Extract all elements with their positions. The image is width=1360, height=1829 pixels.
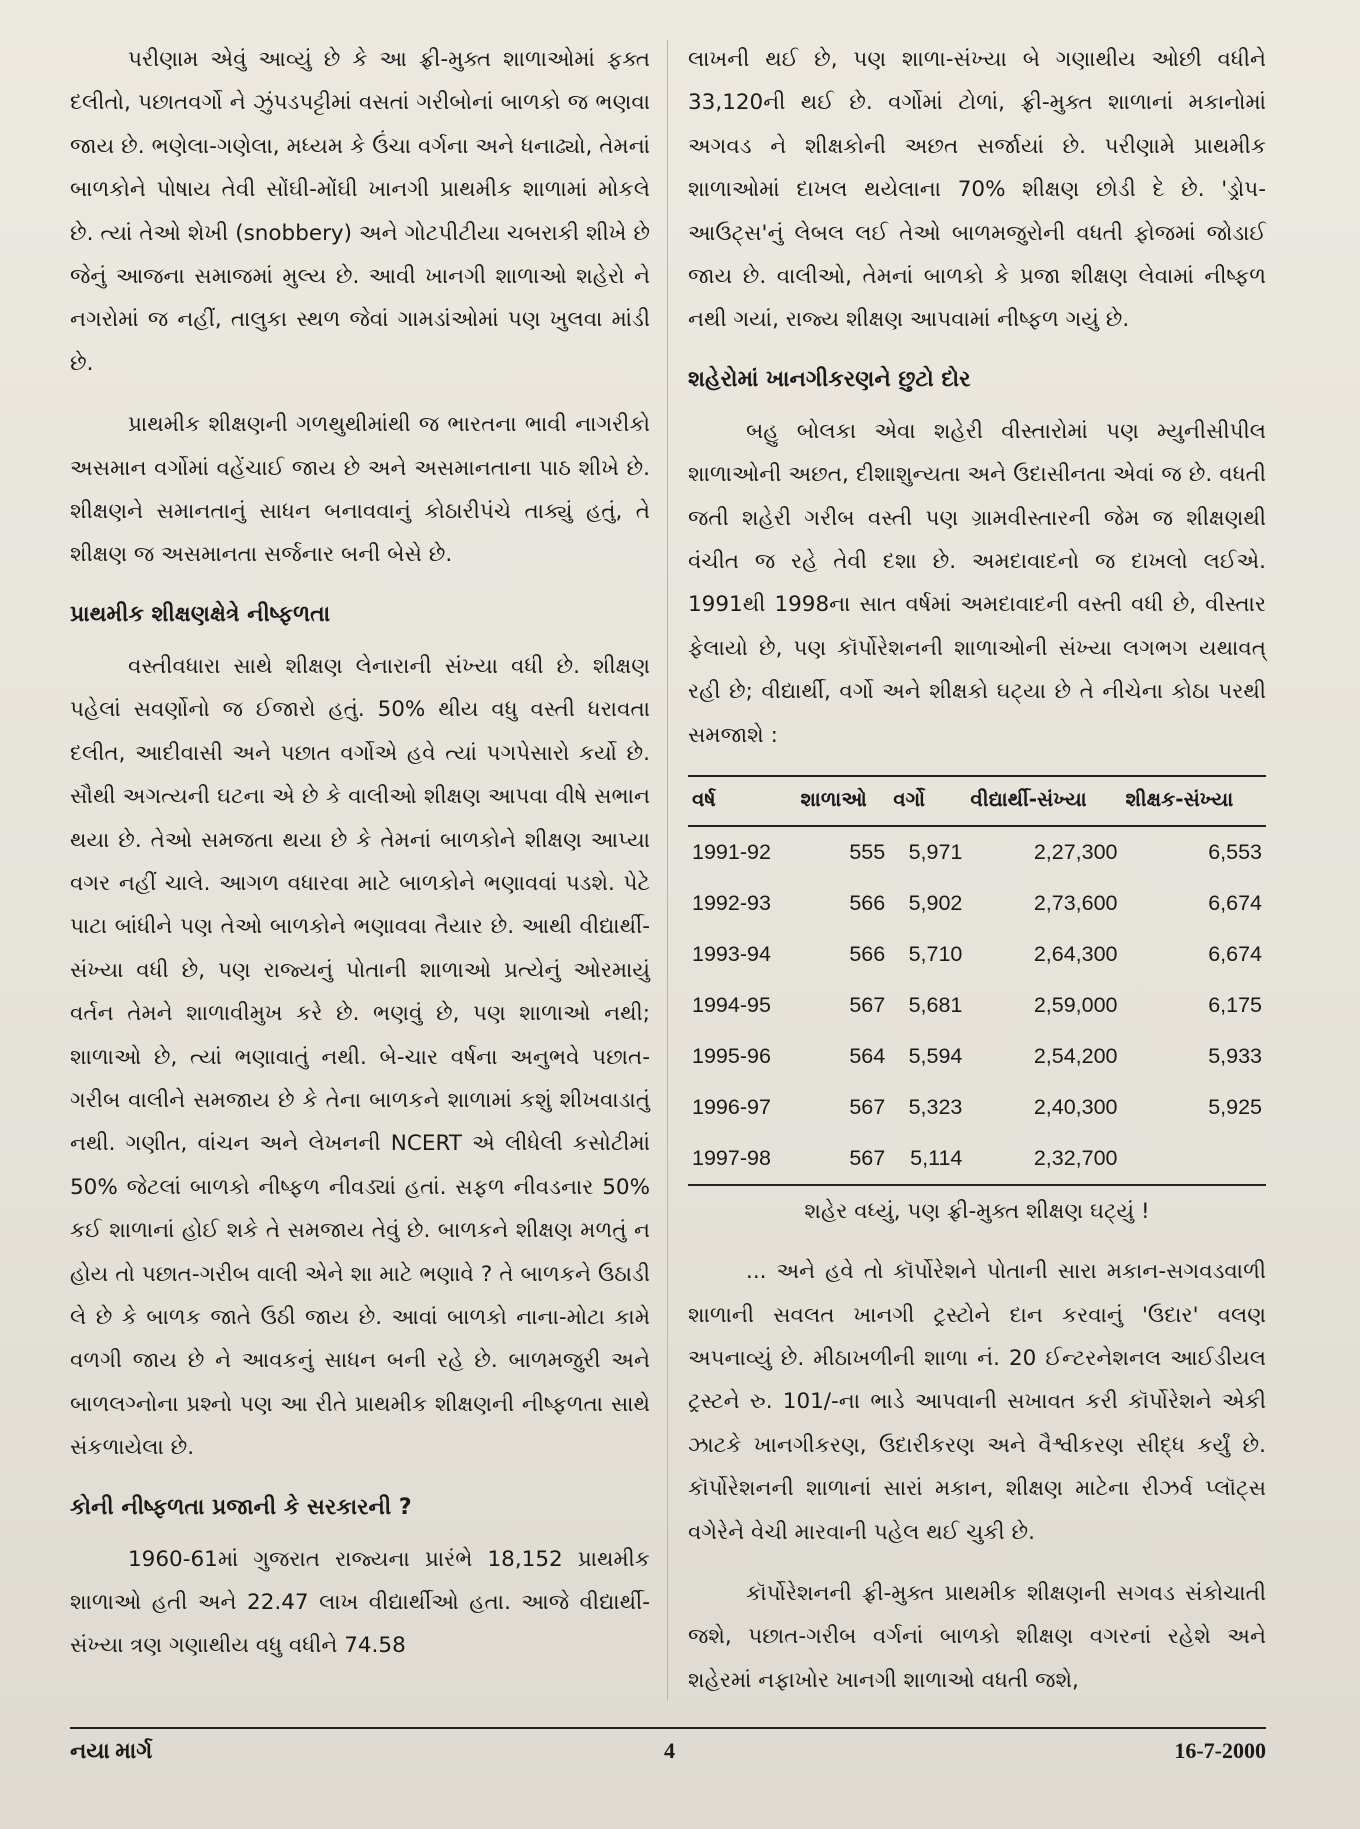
page-number: 4	[664, 1738, 675, 1763]
table-caption: શહેર વધ્યું, પણ ફ્રી-મુક્ત શીક્ષણ ઘટ્યું !	[804, 1199, 1150, 1225]
issue-date: 16-7-2000	[1174, 1738, 1266, 1763]
paragraph: કૉર્પોરેશનની ફ્રી-મુક્ત પ્રાથમીક શીક્ષણની સગવડ સંકોચાતી જશે, પછાત-ગરીબ વર્ગનાં બાળકો શીક્ષણ વગરનાં રહેશે અને શહેરમાં નફાખોર ખાનગી શાળાઓ વધતી જશે,	[688, 1580, 1266, 1693]
statistics-table	[688, 775, 1266, 1186]
cell-year: 1992-93	[692, 890, 771, 915]
paragraph: પરીણામ એવું આવ્યું છે કે આ ફ્રી-મુક્ત શાળાઓમાં ફક્ત દલીતો, પછાતવર્ગો ને ઝુંપડપટ્ટીમાં વસતાં ગરીબોનાં બાળકો જ ભણવા જાય છે. ભણેલા-ગણેલા, મધ્યમ કે ઉંચા વર્ગના અને ધનાઢ્યો, તેમનાં બાળકોને પોષાય તેવી સોંઘી-મોંઘી ખાનગી પ્રાથમીક શાળામાં મોકલે છે. ત્યાં તેઓ શેખી (snobbery) અને ગોટપીટીયા ચબરાકી શીખે છે જેનું આજના સમાજમાં મુલ્ય છે. આવી ખાનગી શાળાઓ શહેરો ને નગરોમાં જ નહીં, તાલુકા સ્થળ જેવાં ગામડાંઓમાં પણ ખુલવા માંડી છે.	[70, 47, 650, 376]
table-row	[688, 826, 1266, 878]
cell-teachers: 6,674	[1208, 941, 1262, 966]
right-column	[688, 38, 1266, 1720]
cell-schools: 566	[849, 890, 886, 915]
cell-teachers: 6,674	[1208, 890, 1262, 915]
cell-classes: 5,114	[889, 1133, 966, 1185]
section-heading: પ્રાથમીક શીક્ષણક્ષેત્રે નીષ્ફળતા	[70, 601, 331, 627]
cell-schools: 567	[797, 1133, 890, 1185]
cell-students: 2,59,000	[1033, 992, 1118, 1017]
paragraph: ... અને હવે તો કૉર્પોરેશને પોતાની સારા મકાન-સગવડવાળી શાળાની સવલત ખાનગી ટ્રસ્ટોને દાન કરવાનું 'ઉદાર' વલણ અપનાવ્યું છે. મીઠાખળીની શાળા નં. 20 ઈન્ટરનેશનલ આઈડીયલ ટ્રસ્ટને રુ. 101/-ના ભાડે આપવાની સખાવત કરી કૉર્પોરેશને એકી ઝાટકે ખાનગીકરણ, ઉદારીકરણ અને વૈશ્વીકરણ સીદ્ધ કર્યું છે. કૉર્પોરેશનની શાળાનાં સારાં મકાન, શીક્ષણ માટેના રીઝર્વ પ્લૉટ્સ વગેરેને વેચી મારવાની પહેલ થઈ ચુકી છે.	[688, 1259, 1266, 1545]
table-row	[688, 929, 1266, 980]
cell-year: 1996-97	[692, 1094, 771, 1119]
publication-name: નયા માર્ગ	[70, 1738, 153, 1763]
cell-teachers	[1122, 1133, 1266, 1185]
cell-classes: 5,681	[908, 992, 963, 1017]
paragraph: 1960-61માં ગુજરાત રાજ્યના પ્રારંભે 18,152 પ્રાથમીક શાળાઓ હતી અને 22.47 લાખ વીદ્યાર્થીઓ હતા. આજે વીદ્યાર્થી-સંખ્યા ત્રણ ગણાથીય વધુ વધીને 74.58	[70, 1546, 650, 1659]
cell-year: 1991-92	[692, 839, 771, 864]
table-row	[688, 878, 1266, 929]
column-header-schools: શાળાઓ	[797, 776, 890, 826]
cell-classes: 5,710	[908, 941, 963, 966]
cell-classes: 5,902	[908, 890, 963, 915]
cell-teachers: 6,553	[1208, 839, 1262, 864]
column-header-classes: વર્ગો	[889, 776, 966, 826]
paragraph: વસ્તીવધારા સાથે શીક્ષણ લેનારાની સંખ્યા વધી છે. શીક્ષણ પહેલાં સવર્ણોનો જ ઈજારો હતું. 50% થીય વધુ વસ્તી ધરાવતા દલીત, આદીવાસી અને પછાત વર્ગોએ હવે ત્યાં પગપેસારો કર્યો છે. સૌથી અગત્યની ઘટના એ છે કે વાલીઓ શીક્ષણ આપવા વીષે સભાન થયા છે. તેઓ સમજતા થયા છે કે તેમનાં બાળકોને શીક્ષણ આપ્યા વગર નહીં ચાલે. આગળ વધારવા માટે બાળકોને ભણાવવાં પડશે. પેટે પાટા બાંધીને પણ તેઓ બાળકોને ભણાવવા તૈયાર છે. આથી વીદ્યાર્થી-સંખ્યા વધી છે, પણ રાજ્યનું પોતાની શાળાઓ પ્રત્યેનું ઓરમાયું વર્તન તેમને શાળાવીમુખ કરે છે. ભણવું છે, પણ શાળાઓ નથી; શાળાઓ છે, ત્યાં ભણાવાતું નથી. બે-ચાર વર્ષના અનુભવે પછાત-ગરીબ વાલીને સમજાય છે કે તેના બાળકને શાળામાં કશું શીખવાડાતું નથી. ગણીત, વાંચન અને લેખનની NCERT એ લીધેલી કસોટીમાં 50% જેટલાં બાળકો નીષ્ફળ નીવડ્યાં હતાં. સફળ નીવડનાર 50% કઈ શાળાનાં હોઈ શકે તે સમજાય તેવું છે. બાળકને શીક્ષણ મળતું ન હોય તો પછાત-ગરીબ વાલી એને શા માટે ભણાવે ? તે બાળકને ઉઠાડી લે છે કે બાળક જાતે ઉઠી જાય છે. આવાં બાળકો નાના-મોટા કામે વળગી જાય છે ને આવકનું સાધન બની રહે છે. બાળમજુરી અને બાળલગ્નોના પ્રશ્નો પણ આ રીતે પ્રાથમીક શીક્ષણની નીષ્ફળતા સાથે સંકળાયેલા છે.	[70, 653, 650, 1461]
table-row	[688, 1031, 1266, 1082]
table-row	[688, 1082, 1266, 1133]
cell-students: 2,40,300	[1033, 1094, 1118, 1119]
cell-year: 1994-95	[692, 992, 771, 1017]
cell-classes: 5,971	[908, 839, 963, 864]
paragraph: બહુ બોલકા એવા શહેરી વીસ્તારોમાં પણ મ્યુનીસીપીલ શાળાઓની અછત, દીશાશુન્યતા અને ઉદાસીનતા એવાં જ છે. વધતી જતી શહેરી ગરીબ વસ્તી પણ ગ્રામવીસ્તારની જેમ જ શીક્ષણથી વંચીત જ રહે તેવી દશા છે. અમદાવાદનો જ દાખલો લઈએ. 1991થી 1998ના સાત વર્ષમાં અમદાવાદની વસ્તી વધી છે, વીસ્તાર ફેલાયો છે, પણ કૉર્પોરેશનની શાળાઓની સંખ્યા લગભગ યથાવત્ રહી છે; વીદ્યાર્થી, વર્ગો અને શીક્ષકો ઘટ્યા છે તે નીચેના કોઠા પરથી સમજાશે :	[688, 418, 1266, 748]
cell-teachers: 5,933	[1208, 1043, 1262, 1068]
column-header-students: વીદ્યાર્થી-સંખ્યા	[966, 776, 1121, 826]
column-header-year: વર્ષ	[688, 776, 797, 826]
cell-schools: 566	[849, 941, 886, 966]
cell-students: 2,27,300	[1033, 839, 1118, 864]
table-header-row	[688, 776, 1266, 826]
table-row	[688, 1133, 1266, 1185]
cell-teachers: 5,925	[1208, 1094, 1262, 1119]
paragraph: લાખની થઈ છે, પણ શાળા-સંખ્યા બે ગણાથીય ઓછી વધીને 33,120ની થઈ છે. વર્ગોમાં ટોળાં, ફ્રી-મુક્ત શાળાનાં મકાનોમાં અગવડ ને શીક્ષકોની અછત સર્જાયાં છે. પરીણામે પ્રાથમીક શાળાઓમાં દાખલ થયેલાના 70% શીક્ષણ છોડી દે છે. 'ડ્રોપ-આઉટ્સ'નું લેબલ લઈ તેઓ બાળમજુરોની વધતી ફોજમાં જોડાઈ જાય છે. વાલીઓ, તેમનાં બાળકો કે પ્રજા શીક્ષણ લેવામાં નીષ્ફળ નથી ગયાં, રાજ્ય શીક્ષણ આપવામાં નીષ્ફળ ગયું છે.	[688, 47, 1266, 333]
cell-year: 1997-98	[688, 1133, 797, 1185]
cell-schools: 567	[849, 992, 886, 1017]
cell-students: 2,73,600	[1033, 890, 1118, 915]
table-row	[688, 980, 1266, 1031]
cell-teachers: 6,175	[1208, 992, 1262, 1017]
cell-schools: 555	[849, 839, 886, 864]
paragraph: પ્રાથમીક શીક્ષણની ગળથુથીમાંથી જ ભારતના ભાવી નાગરીકો અસમાન વર્ગોમાં વહેંચાઈ જાય છે અને અસમાનતાના પાઠ શીખે છે. શીક્ષણને સમાનતાનું સાધન બનાવવાનું કોઠારીપંચે તાક્યું હતું, તે શીક્ષણ જ અસમાનતા સર્જનાર બની બેસે છે.	[70, 412, 650, 568]
cell-students: 2,54,200	[1033, 1043, 1118, 1068]
cell-year: 1995-96	[692, 1043, 771, 1068]
section-heading: શહેરોમાં ખાનગીકરણને છુટો દોર	[688, 366, 971, 392]
cell-year: 1993-94	[692, 941, 771, 966]
cell-schools: 567	[849, 1094, 886, 1119]
cell-schools: 564	[849, 1043, 886, 1068]
column-divider	[667, 40, 668, 1700]
left-column	[70, 38, 650, 1686]
cell-classes: 5,594	[908, 1043, 963, 1068]
section-heading: કોની નીષ્ફળતા પ્રજાની કે સરકારની ?	[70, 1494, 412, 1520]
footer-rule	[70, 1727, 1266, 1729]
column-header-teachers: શીક્ષક-સંખ્યા	[1122, 776, 1266, 826]
cell-classes: 5,323	[908, 1094, 963, 1119]
cell-students: 2,32,700	[966, 1133, 1121, 1185]
cell-students: 2,64,300	[1033, 941, 1118, 966]
